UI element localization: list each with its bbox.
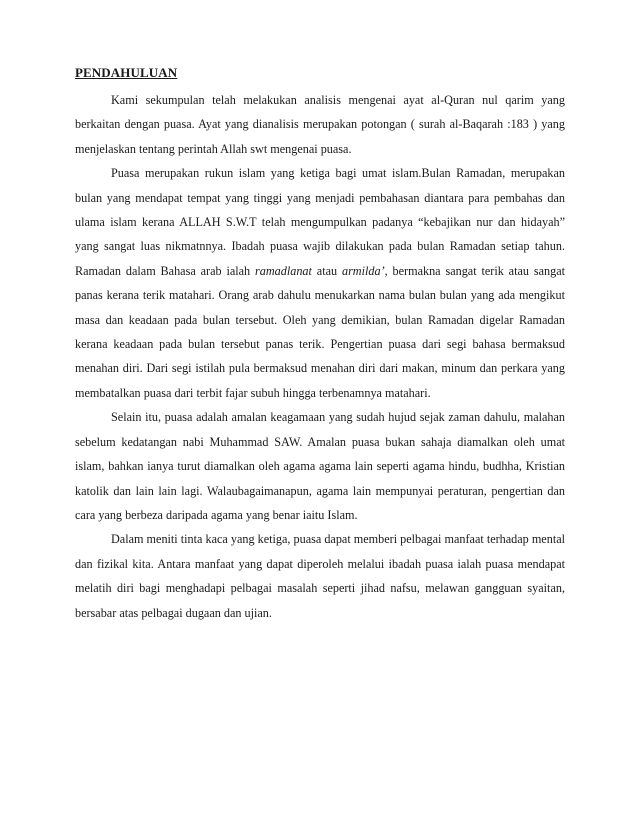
paragraph-text: atau [311,263,342,278]
italic-term-armilda: armilda’, [341,263,388,278]
document-page [75,64,565,625]
paragraph-ramadan [75,161,565,405]
paragraph-intro [75,88,565,161]
paragraph-text: Selain itu, puasa adalah amalan keagamaan yang sudah hujud sejak zaman dahulu, malahan sebelum kedatangan nabi Muhammad SAW. Amalan puasa bukan sahaja diamalkan oleh umat islam, bahkan ianya turut diamalkan oleh agama agama lain seperti agama hindu, budhha, Kristian katolik dan lain lain lagi. Walaubagaimanapun, agama lain mempunyai peraturan, pengertian dan cara yang berbeza daripada agama yang benar iaitu Islam. [75,410,565,522]
paragraph-text: Puasa merupakan rukun islam yang ketiga bagi umat islam.Bulan Ramadan, merupakan bulan yang mendapat tempat yang tinggi yang menjadi pembahasan diantara para pembahas dan ulama islam kerana ALLAH S.W.T telah mengumpulkan padanya “kebajikan nur dan hidayah” yang sangat luas nikmatnnya. Ibadah puasa wajib dilakukan pada bulan Ramadan setiap tahun. Ramadan dalam Bahasa arab ialah [75,166,565,278]
document-heading: PENDAHULUAN [75,65,178,80]
paragraph-benefits [75,527,565,625]
paragraph-text: Dalam meniti tinta kaca yang ketiga, puasa dapat memberi pelbagai manfaat terhadap mental dan fizikal kita. Antara manfaat yang dapat diperoleh melalui ibadah puasa ialah puasa mendapat melatih diri bagi menghadapi pelbagai masalah seperti jihad nafsu, melawan gangguan syaitan, bersabar atas pelbagai dugaan dan ujian. [75,532,565,620]
paragraph-text: Kami sekumpulan telah melakukan analisis mengenai ayat al-Quran nul qarim yang berkaitan dengan puasa. Ayat yang dianalisis merupakan potongan ( surah al-Baqarah :183 ) yang menjelaskan tentang perintah Allah swt mengenai puasa. [75,93,565,156]
paragraph-history [75,405,565,527]
paragraph-text: bermakna sangat terik atau sangat panas kerana terik matahari. Orang arab dahulu menukarkan nama bulan bulan yang ada mengikut masa dan keadaan pada bulan tersebut. Oleh yang demikian, bulan Ramadan digelar Ramadan kerana keadaan pada bulan tersebut panas terik. Pengertian puasa dari segi bahasa bermaksud menahan diri. Dari segi istilah pula bermaksud menahan diri dari makan, minum dan perkara yang membatalkan puasa dari terbit fajar subuh hingga terbenamnya matahari. [75,263,565,400]
italic-term-ramadlanat: ramadlanat [255,263,312,278]
